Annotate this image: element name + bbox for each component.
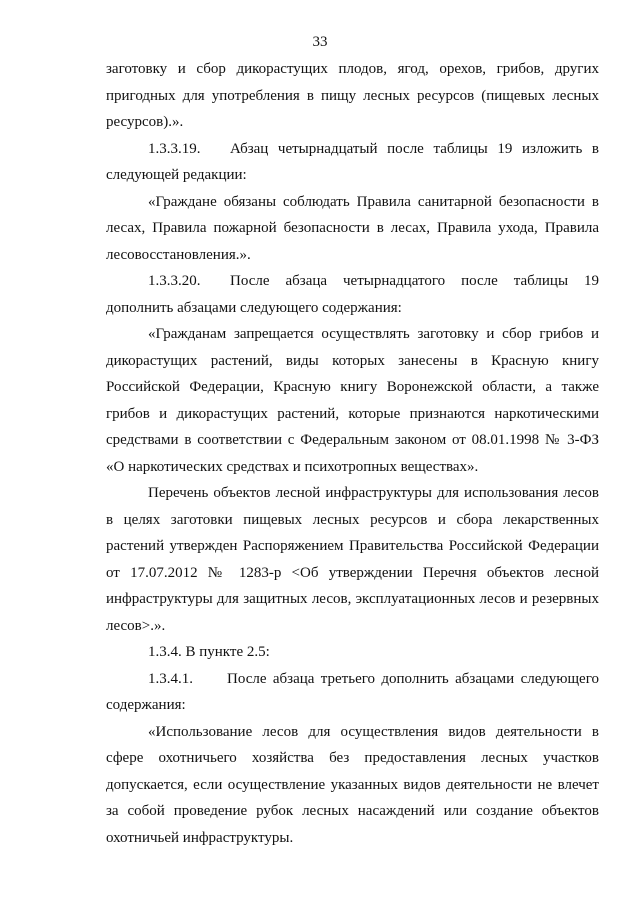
clause-number: 1.3.4.1. <box>148 670 193 687</box>
quoted-paragraph-citizens-obliged: «Граждане обязаны соблюдать Правила санитарной безопасности в лесах, Правила пожарной безопасности в лесах, Правила ухода, Правила лесовосстановления.». <box>106 193 599 263</box>
clause-text: После абзаца четырнадцатого после таблицы 19 дополнить абзацами следующего содержания: <box>106 273 599 316</box>
clause-text: Абзац четырнадцатый после таблицы 19 изложить в следующей редакции: <box>106 140 599 183</box>
clause-number: 1.3.3.20. <box>148 273 201 289</box>
clause-1-3-3-19 <box>106 136 599 189</box>
quoted-paragraph-citizens-prohibited: «Гражданам запрещается осуществлять заготовку и сбор грибов и дикорастущих растений, виды которых занесены в Красную книгу Российской Федерации, Красную книгу Воронежской области, а также грибов и дикорастущих растений, которые признаются наркотическими средствами в соответствии с Федеральным законом от 08.01.1998 № 3-ФЗ «О наркотических средствах и психотропных веществах». <box>106 326 599 475</box>
paragraph-continuation: заготовку и сбор дикорастущих плодов, ягод, орехов, грибов, других пригодных для употребления в пищу лесных ресурсов (пищевых лесных ресурсов).». <box>106 61 599 130</box>
paragraph-infrastructure-list: Перечень объектов лесной инфраструктуры для использования лесов в целях заготовки пищевых лесных ресурсов и сбора лекарственных растений утвержден Распоряжением Правительства Российской Федерации от 17.07.2012 № 1283-р <Об утверждении Перечня объектов лесной инфраструктуры для защитных лесов, эксплуатационных лесов и резервных лесов>.». <box>106 485 599 634</box>
clause-text: После абзаца третьего дополнить абзацами следующего содержания: <box>106 670 599 713</box>
document-body <box>106 56 599 851</box>
clause-number: 1.3.3.19. <box>148 140 201 157</box>
quoted-paragraph-hunting-use: «Использование лесов для осуществления видов деятельности в сфере охотничьего хозяйства без предоставления лесных участков допускается, если осуществление указанных видов деятельности не влечет за собой проведение рубок лесных насаждений или создание объектов охотничьей инфраструктуры. <box>106 723 599 846</box>
page-number: 33 <box>312 34 328 50</box>
clause-1-3-3-20 <box>106 268 599 321</box>
clause-1-3-4-1 <box>106 666 599 719</box>
clause-1-3-4: 1.3.4. В пункте 2.5: <box>148 644 270 660</box>
